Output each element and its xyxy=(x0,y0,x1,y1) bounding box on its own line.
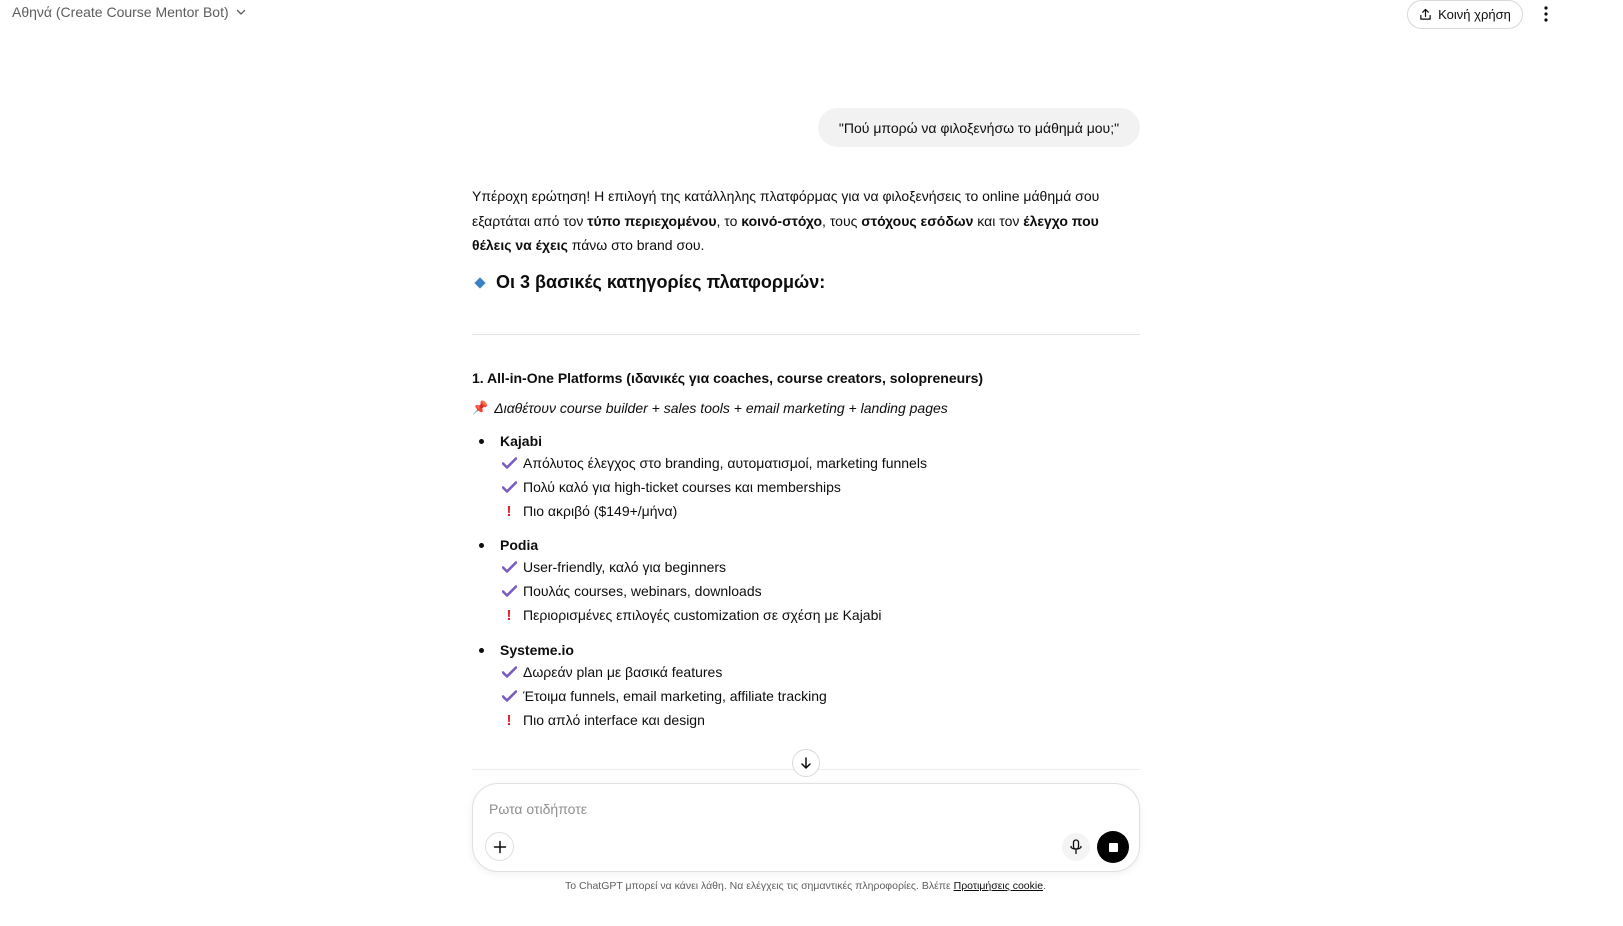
divider xyxy=(472,334,1140,335)
top-bar xyxy=(0,0,1623,28)
list-item: ! Πιο απλό interface και design xyxy=(501,708,827,732)
bullet xyxy=(479,648,484,653)
attach-button[interactable] xyxy=(485,832,514,861)
section-heading: Οι 3 βασικές κατηγορίες πλατφορμών: xyxy=(476,272,825,293)
list-item: Έτοιμα funnels, email marketing, affiliate tracking xyxy=(501,684,827,708)
list-item: Δωρεάν plan με βασικά features xyxy=(501,660,827,684)
platform-kajabi xyxy=(472,431,927,523)
list-item: Πουλάς courses, webinars, downloads xyxy=(501,579,882,603)
check-icon xyxy=(501,583,517,599)
platform-name: Kajabi xyxy=(500,433,543,449)
model-selector[interactable] xyxy=(12,4,247,20)
category-subtitle: 📌 Διαθέτουν course builder + sales tools + email marketing + landing pages xyxy=(472,400,948,416)
bullet xyxy=(479,439,484,444)
vertical-dots-icon xyxy=(1544,6,1548,22)
stop-generating-button[interactable] xyxy=(1097,831,1129,863)
check-icon xyxy=(501,455,517,471)
prompt-input[interactable] xyxy=(489,798,1049,820)
list-item: Πολύ καλό για high-ticket courses και memberships xyxy=(501,475,927,499)
message-composer xyxy=(472,783,1140,872)
check-icon xyxy=(501,664,517,680)
stop-icon xyxy=(1109,843,1118,852)
microphone-icon xyxy=(1069,839,1083,855)
list-item: User-friendly, καλό για beginners xyxy=(501,555,882,579)
category-title: 1. All-in-One Platforms (ιδανικές για coaches, course creators, solopreneurs) xyxy=(472,370,984,386)
cookie-preferences-link[interactable]: Προτιμήσεις cookie xyxy=(953,880,1044,892)
plus-icon xyxy=(493,840,507,854)
assistant-intro: Υπέροχη ερώτηση! Η επιλογή της κατάλληλης πλατφόρμας για να φιλοξενήσεις το online μάθημά σου εξαρτάται από τον τύπο περιεχομένου, το κοινό-στόχο, τους στόχους εσόδων και τον έλεγχο που θέλεις να έχεις πάνω στο brand σου. xyxy=(472,188,1100,253)
share-button[interactable] xyxy=(1407,0,1523,29)
check-icon xyxy=(501,688,517,704)
exclamation-icon: ! xyxy=(506,711,512,729)
blue-diamond-icon xyxy=(474,277,485,288)
list-item: ! Περιορισμένες επιλογές customization σε σχέση με Kajabi xyxy=(501,603,882,627)
platform-systeme xyxy=(472,640,827,732)
platform-name: Systeme.io xyxy=(500,642,574,658)
exclamation-icon: ! xyxy=(506,606,512,624)
pushpin-icon: 📌 xyxy=(472,400,489,415)
exclamation-icon: ! xyxy=(506,502,512,520)
bullet xyxy=(479,543,484,548)
platform-podia xyxy=(472,535,882,627)
list-item: Απόλυτος έλεγχος στο branding, αυτοματισμοί, marketing funnels xyxy=(501,451,927,475)
gpt-title: Αθηνά (Create Course Mentor Bot) xyxy=(12,4,229,20)
platform-name: Podia xyxy=(500,537,539,553)
disclaimer: Το ChatGPT μπορεί να κάνει λάθη. Να ελέγχεις τις σημαντικές πληροφορίες. Βλέπε Προτιμήσεις cookie. xyxy=(565,880,1046,892)
chevron-down-icon xyxy=(235,6,247,18)
arrow-down-icon xyxy=(799,756,813,770)
user-message: "Πού μπορώ να φιλοξενήσω το μάθημά μου;" xyxy=(818,108,1140,147)
list-item: ! Πιο ακριβό ($149+/μήνα) xyxy=(501,499,927,523)
check-icon xyxy=(501,479,517,495)
share-icon xyxy=(1419,8,1432,21)
more-options-button[interactable] xyxy=(1536,2,1556,26)
check-icon xyxy=(501,559,517,575)
scroll-to-bottom-button[interactable] xyxy=(792,749,820,777)
dictate-button[interactable] xyxy=(1062,833,1090,861)
share-label: Κοινή χρήση xyxy=(1438,7,1511,22)
